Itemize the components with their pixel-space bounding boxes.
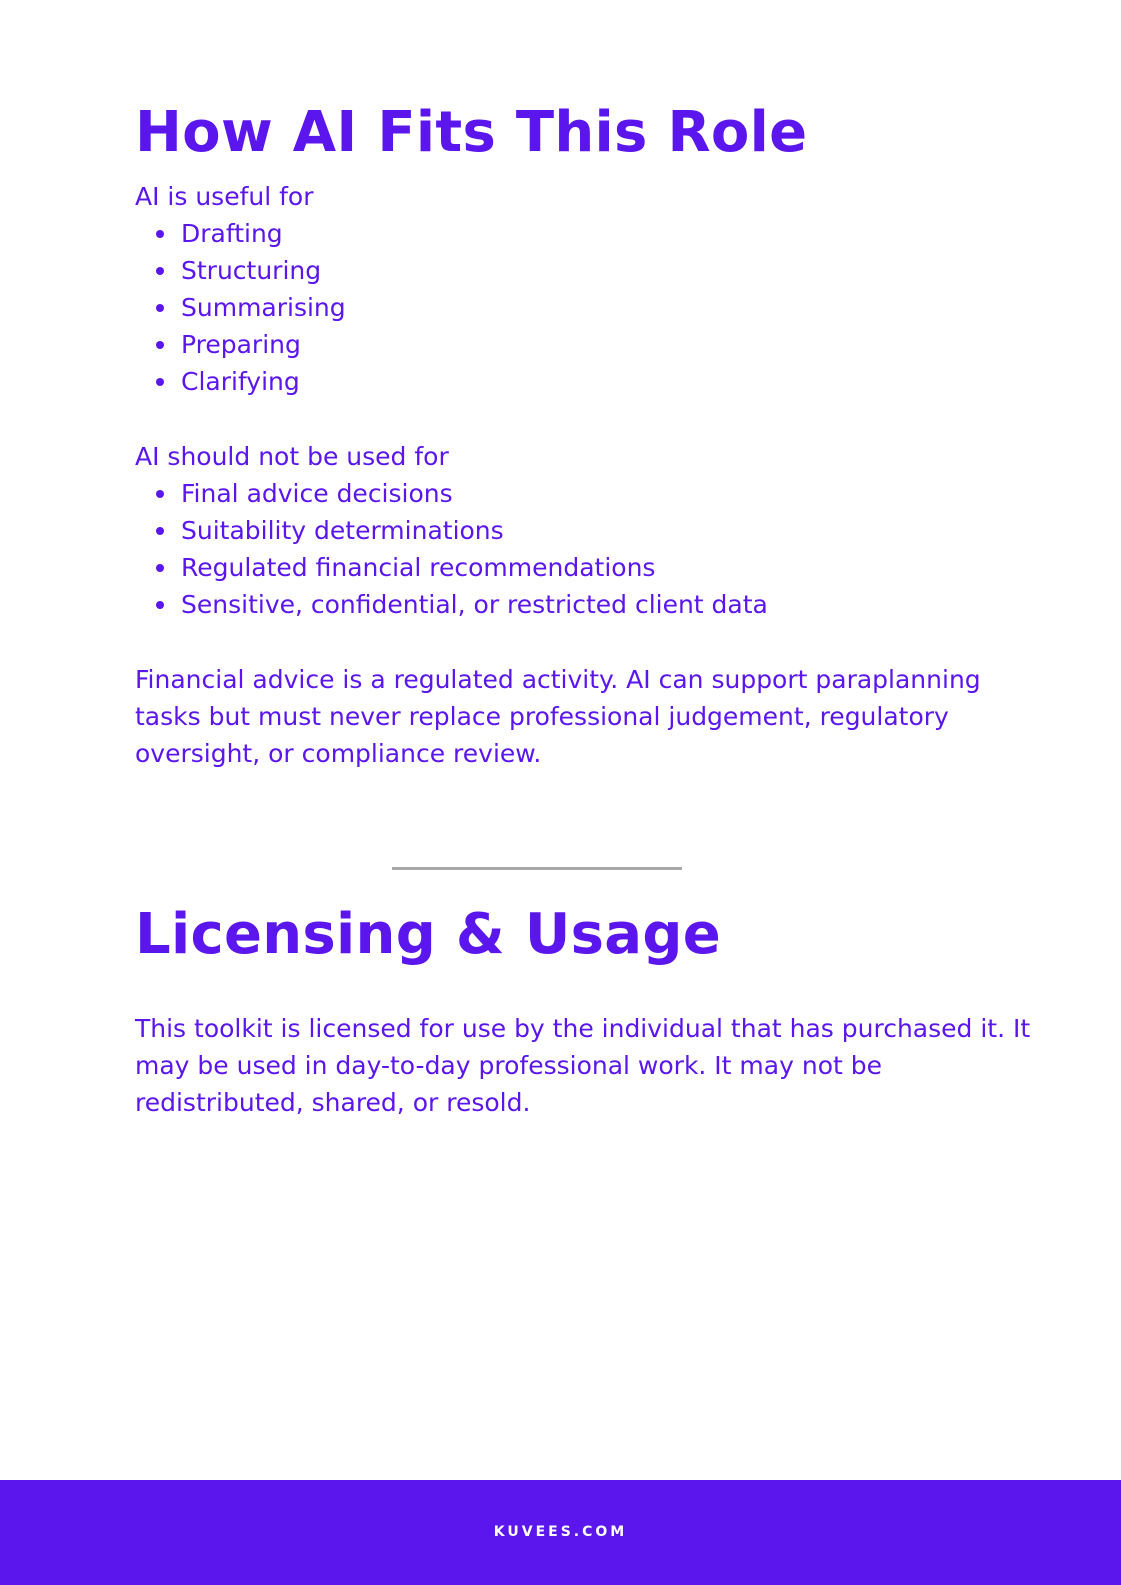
bullet-icon [156, 564, 164, 572]
list-item [135, 363, 346, 400]
list-item [135, 549, 768, 586]
list-item-label: Structuring [181, 256, 322, 285]
paragraph-line: may be used in day-to-day professional work. It may not be [135, 1051, 882, 1080]
bullet-icon [156, 341, 164, 349]
bullet-icon [156, 527, 164, 535]
list-item-label: Summarising [181, 293, 346, 322]
list-item [135, 326, 346, 363]
bullet-icon [156, 267, 164, 275]
paragraph-line: Financial advice is a regulated activity. AI can support paraplanning [135, 665, 981, 694]
regulation-paragraph [135, 661, 981, 772]
paragraph-line: This toolkit is licensed for use by the individual that has purchased it. It [135, 1014, 1031, 1043]
list-item [135, 475, 768, 512]
section-title-ai-role: How AI Fits This Role [135, 100, 808, 165]
paragraph-line: tasks but must never replace professional judgement, regulatory [135, 702, 949, 731]
footer-site-link[interactable]: KUVEES.COM [493, 1524, 628, 1540]
paragraph-line: oversight, or compliance review. [135, 739, 542, 768]
not-used-list [135, 475, 768, 623]
section-divider [392, 867, 682, 870]
list-item-label: Sensitive, confidential, or restricted client data [181, 590, 768, 619]
bullet-icon [156, 490, 164, 498]
list-item-label: Regulated financial recommendations [181, 553, 656, 582]
list-item-label: Suitability determinations [181, 516, 504, 545]
useful-intro: AI is useful for [135, 182, 314, 211]
paragraph-line: redistributed, shared, or resold. [135, 1088, 531, 1117]
list-item [135, 215, 346, 252]
useful-list [135, 215, 346, 400]
licensing-paragraph [135, 1010, 1030, 1121]
list-item-label: Preparing [181, 330, 301, 359]
not-used-intro: AI should not be used for [135, 442, 449, 471]
bullet-icon [156, 378, 164, 386]
list-item-label: Final advice decisions [181, 479, 453, 508]
list-item-label: Drafting [181, 219, 283, 248]
bullet-icon [156, 304, 164, 312]
section-title-licensing: Licensing & Usage [135, 902, 721, 967]
list-item-label: Clarifying [181, 367, 300, 396]
list-item [135, 512, 768, 549]
bullet-icon [156, 230, 164, 238]
list-item [135, 289, 346, 326]
list-item [135, 586, 768, 623]
list-item [135, 252, 346, 289]
bullet-icon [156, 601, 164, 609]
